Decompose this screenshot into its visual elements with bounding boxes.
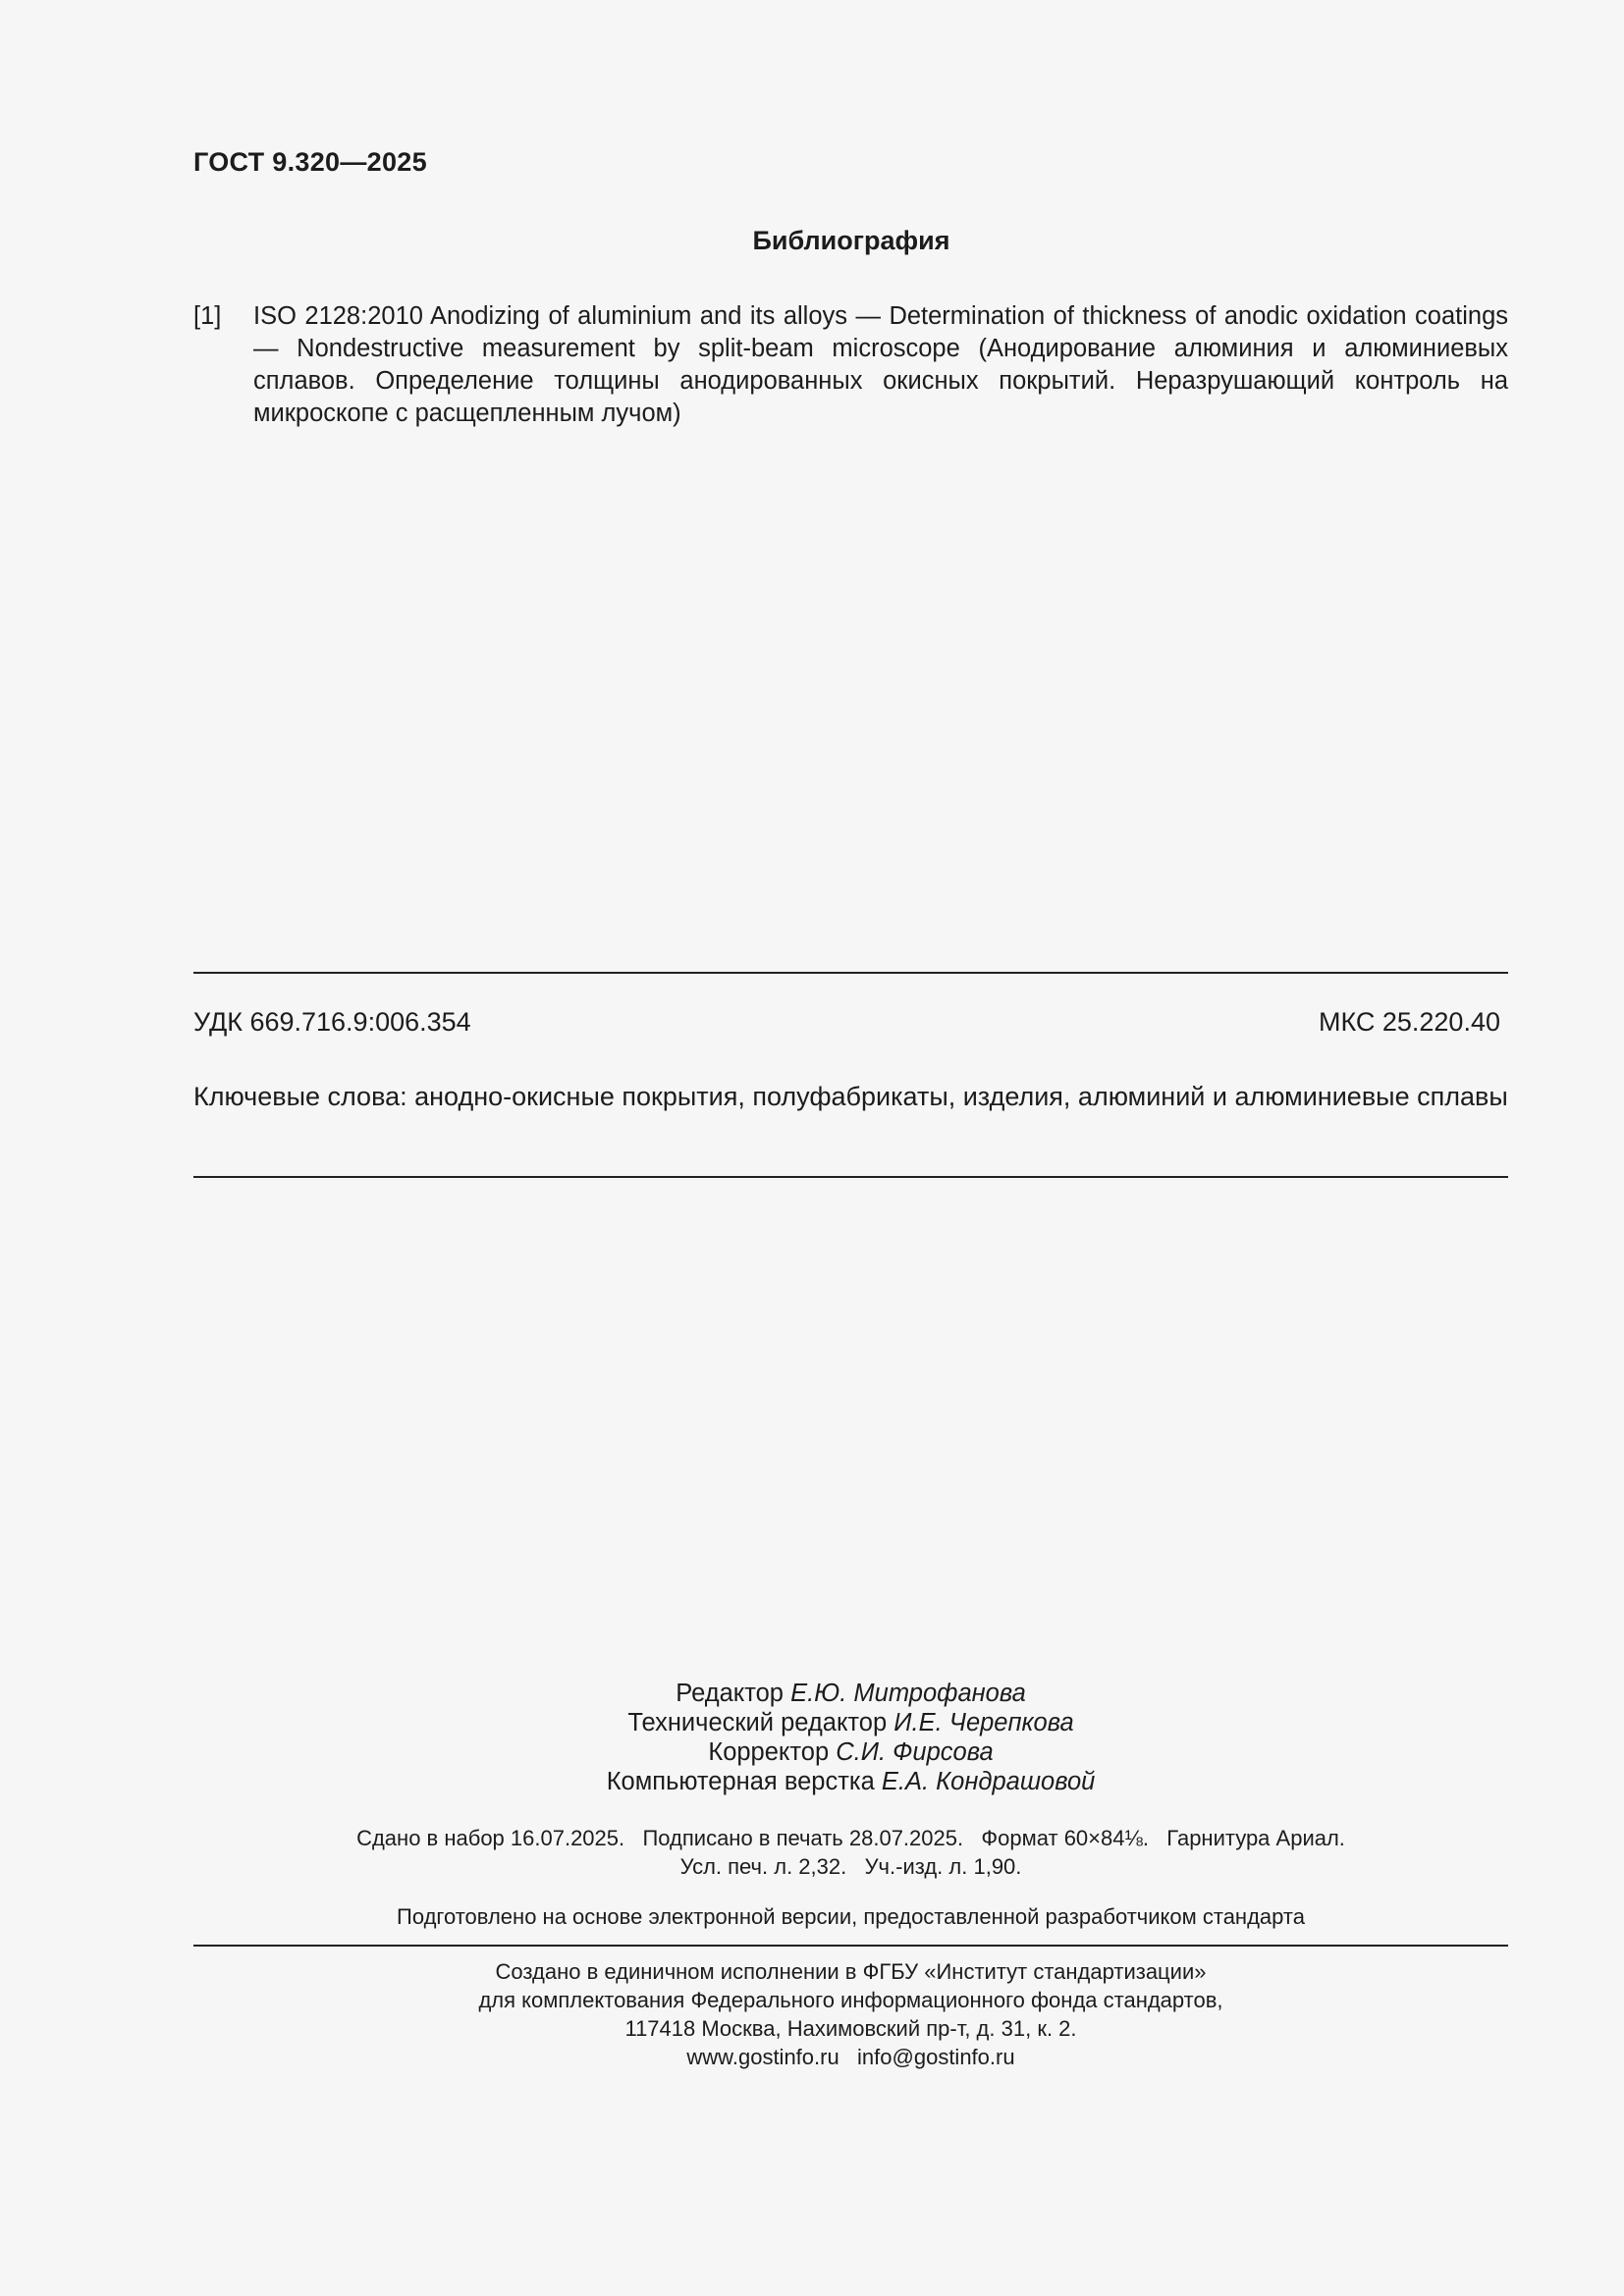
footer-website-link[interactable]: www.gostinfo.ru xyxy=(686,2045,839,2069)
credit-role: Технический редактор xyxy=(627,1709,888,1736)
credit-technical-editor xyxy=(193,1708,1508,1737)
footer-line-2: для комплектования Федерального информационного фонда стандартов, xyxy=(478,1988,1223,2012)
credit-name: Е.Ю. Митрофанова xyxy=(790,1680,1026,1707)
credit-name: И.Е. Черепкова xyxy=(893,1709,1074,1736)
credit-editor xyxy=(193,1679,1508,1708)
document-code: ГОСТ 9.320—2025 xyxy=(193,147,427,177)
divider-footer xyxy=(193,1945,1508,1947)
bibliography-entry-number: [1] xyxy=(193,302,222,330)
keywords: Ключевые слова: анодно-окисные покрытия, полуфабрикаты, изделия, алюминий и алюминиевые сплавы xyxy=(193,1082,1508,1111)
footer-line-1: Создано в единичном исполнении в ФГБУ «Институт стандартизации» xyxy=(495,1959,1207,1984)
footer-info xyxy=(193,1957,1508,2071)
divider-top xyxy=(193,972,1508,974)
credit-proofreader xyxy=(193,1737,1508,1767)
credit-layout xyxy=(193,1767,1508,1796)
bibliography-entry-text: ISO 2128:2010 Anodizing of aluminium and its alloys — Determination of thickness of anodic oxidation coatings — Nondestructive measurement by split-beam microscope (Анодирование алюминия и алюминиевых сплавов. Определение толщины анодированных окисных покрытий. Неразрушающий контроль на микроскопе с расщепленным лучом) xyxy=(253,302,1508,427)
prepared-note: Подготовлено на основе электронной версии, предоставленной разработчиком стандарта xyxy=(397,1904,1305,1929)
credit-role: Редактор xyxy=(676,1680,784,1707)
footer-address: 117418 Москва, Нахимовский пр-т, д. 31, к. 2. xyxy=(624,2016,1077,2041)
credit-role: Корректор xyxy=(708,1738,830,1766)
divider-bottom xyxy=(193,1176,1508,1178)
credits-block xyxy=(193,1679,1508,1796)
print-info xyxy=(193,1824,1508,1881)
bibliography-title: Библиография xyxy=(752,226,950,255)
footer-email-link[interactable]: info@gostinfo.ru xyxy=(857,2045,1015,2069)
ics-code: МКС 25.220.40 xyxy=(1318,1007,1500,1037)
footer-contacts xyxy=(193,2043,1508,2071)
bibliography-entry xyxy=(193,300,1508,430)
credit-name: Е.А. Кондрашовой xyxy=(881,1768,1096,1795)
print-info-line-1: Сдано в набор 16.07.2025. Подписано в печать 28.07.2025. Формат 60×84⅛. Гарнитура Ариал. xyxy=(356,1826,1345,1850)
credit-role: Компьютерная верстка xyxy=(606,1768,875,1795)
print-info-line-2: Усл. печ. л. 2,32. Уч.-изд. л. 1,90. xyxy=(679,1854,1022,1879)
udc-code: УДК 669.716.9:006.354 xyxy=(193,1007,471,1037)
credit-name: С.И. Фирсова xyxy=(836,1738,994,1766)
